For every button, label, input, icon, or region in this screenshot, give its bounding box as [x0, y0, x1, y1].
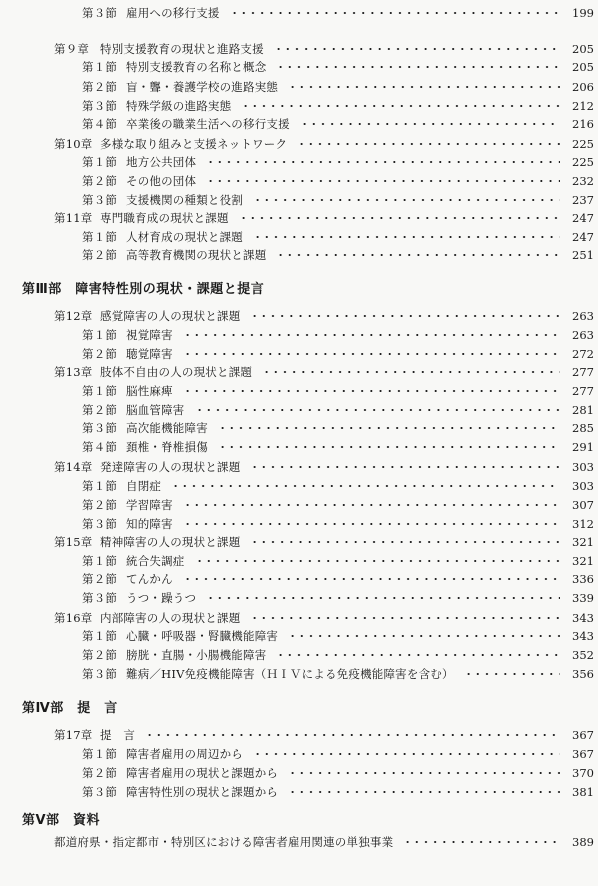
dot-leader	[288, 86, 560, 88]
toc-entry-number: 第１節	[82, 60, 118, 74]
dot-leader	[195, 409, 561, 411]
toc-section-entry[interactable]	[0, 589, 598, 607]
toc-entry-number: 第２節	[82, 80, 118, 94]
toc-page-number: 291	[572, 440, 594, 454]
toc-section-entry[interactable]	[0, 345, 598, 363]
toc-page-number: 307	[572, 498, 594, 512]
toc-section-entry[interactable]	[0, 97, 598, 115]
toc-section-entry[interactable]	[0, 477, 598, 495]
toc-page-number: 216	[572, 117, 594, 131]
dot-leader	[288, 635, 560, 637]
toc-page-number: 367	[572, 747, 594, 761]
toc-entry-number: 第15章	[54, 535, 93, 549]
toc-entry-label	[54, 40, 270, 58]
dot-leader	[297, 143, 560, 145]
toc-entry-number: 第２節	[82, 498, 118, 512]
dot-leader	[250, 617, 560, 619]
toc-entry-label	[82, 345, 179, 363]
toc-page-number: 225	[572, 155, 594, 169]
toc-section-entry[interactable]	[0, 401, 598, 419]
toc-entry-label	[82, 115, 296, 133]
toc-entry-label	[82, 552, 191, 570]
toc-page-number: 247	[572, 211, 594, 225]
toc-entry-label	[82, 589, 202, 607]
toc-entry-label	[82, 401, 191, 419]
dot-leader	[276, 254, 560, 256]
toc-entry-number: 第３節	[82, 591, 118, 605]
dot-leader	[300, 123, 560, 125]
toc-section-entry[interactable]	[0, 552, 598, 570]
toc-entry-number: 第３節	[82, 6, 118, 20]
toc-chapter-entry[interactable]	[0, 726, 598, 744]
dot-leader	[403, 841, 560, 843]
toc-page-number: 277	[572, 365, 594, 379]
toc-section-entry[interactable]	[0, 78, 598, 96]
toc-entry-label	[82, 97, 237, 115]
toc-entry-number: 第３節	[82, 517, 118, 531]
toc-entry-label	[82, 496, 179, 514]
toc-entry-label	[82, 419, 214, 437]
dot-leader	[253, 199, 560, 201]
toc-entry-label	[82, 58, 272, 76]
toc-page-number: 281	[572, 403, 594, 417]
toc-section-entry[interactable]	[0, 382, 598, 400]
toc-entry-number: 第２節	[82, 572, 118, 586]
toc-section-entry[interactable]	[0, 665, 598, 683]
toc-entry-title: 支援機関の種類と役割	[126, 193, 243, 207]
toc-page-number: 303	[572, 460, 594, 474]
dot-leader	[276, 66, 560, 68]
toc-entry-number: 第10章	[54, 137, 93, 151]
toc-entry-title: 障害者雇用の周辺から	[126, 747, 243, 761]
toc-entry-number: 第２節	[82, 174, 118, 188]
toc-page-number: 263	[572, 328, 594, 342]
toc-entry-number: 第12章	[54, 309, 93, 323]
toc-section-entry[interactable]	[0, 627, 598, 645]
dot-leader	[195, 560, 561, 562]
dot-leader	[253, 753, 560, 755]
toc-section-entry[interactable]	[0, 228, 598, 246]
toc-page-number: 343	[572, 629, 594, 643]
toc-entry-label	[54, 833, 399, 851]
toc-entry-title: 特別支援教育の名称と概念	[126, 60, 267, 74]
toc-chapter-entry[interactable]	[0, 40, 598, 58]
toc-page-number: 389	[572, 835, 594, 849]
toc-entry-label	[82, 764, 284, 782]
toc-section-entry[interactable]	[0, 246, 598, 264]
toc-entry-number: 第２節	[82, 248, 118, 262]
toc-section-entry[interactable]	[0, 153, 598, 171]
dot-leader	[145, 734, 560, 736]
toc-entry-title: 地方公共団体	[126, 155, 197, 169]
dot-leader	[230, 12, 560, 14]
toc-entry-number: 第２節	[82, 648, 118, 662]
toc-entry-label	[82, 515, 179, 533]
toc-page-number: 205	[572, 60, 594, 74]
toc-entry-label	[54, 209, 235, 227]
toc-section-entry[interactable]	[0, 783, 598, 801]
toc-entry-title: 聴覚障害	[126, 347, 173, 361]
dot-leader	[274, 48, 560, 50]
toc-page-number: 381	[572, 785, 594, 799]
toc-entry-label	[82, 246, 272, 264]
toc-entry-number: 第４節	[82, 117, 118, 131]
dot-leader	[218, 427, 560, 429]
dot-leader	[183, 334, 560, 336]
toc-entry-title: 自閉症	[126, 479, 162, 493]
toc-entry-title: 脳性麻痺	[126, 384, 173, 398]
part-heading: 第Ⅲ部 障害特性別の現状・課題と提言	[22, 282, 265, 297]
dot-leader	[206, 597, 560, 599]
dot-leader	[464, 673, 560, 675]
toc-section-entry[interactable]	[0, 326, 598, 344]
toc-entry-title: 発達障害の人の現状と課題	[100, 460, 241, 474]
dot-leader	[171, 485, 560, 487]
toc-entry-number: 第１節	[82, 747, 118, 761]
toc-page-number: 370	[572, 766, 594, 780]
dot-leader	[183, 353, 560, 355]
toc-page-number: 321	[572, 554, 594, 568]
toc-chapter-entry[interactable]	[0, 609, 598, 627]
toc-page-number: 356	[572, 667, 594, 681]
toc-entry-label	[54, 458, 246, 476]
toc-entry-label	[54, 135, 293, 153]
toc-entry-title: 精神障害の人の現状と課題	[100, 535, 241, 549]
toc-entry-number: 第９章	[54, 42, 90, 56]
toc-entry-title: 頚椎・脊椎損傷	[126, 440, 208, 454]
toc-entry-label	[54, 609, 246, 627]
dot-leader	[183, 578, 560, 580]
toc-page-number: 247	[572, 230, 594, 244]
toc-entry-title: 脳血管障害	[126, 403, 185, 417]
toc-chapter-entry[interactable]	[0, 533, 598, 551]
dot-leader	[183, 504, 560, 506]
toc-entry-title: 難病／HIV免疫機能障害（ＨＩＶによる免疫機能障害を含む）	[126, 667, 454, 681]
toc-entry-label	[82, 665, 460, 683]
toc-section-entry[interactable]	[0, 496, 598, 514]
toc-entry-title: 都道府県・指定都市・特別区における障害者雇用関連の単独事業	[54, 835, 394, 849]
toc-entry-label	[82, 745, 249, 763]
toc-entry-label	[54, 363, 258, 381]
toc-entry-title: 肢体不自由の人の現状と課題	[100, 365, 253, 379]
toc-entry-title: 特殊学級の進路実態	[126, 99, 232, 113]
dot-leader	[218, 446, 560, 448]
dot-leader	[241, 105, 560, 107]
toc-page-number: 237	[572, 193, 594, 207]
toc-entry-label	[54, 726, 141, 744]
dot-leader	[206, 161, 560, 163]
dot-leader	[183, 523, 560, 525]
dot-leader	[206, 180, 560, 182]
toc-section-entry[interactable]	[0, 438, 598, 456]
toc-entry-label	[82, 477, 167, 495]
toc-entry-label	[82, 4, 226, 22]
toc-page-number: 285	[572, 421, 594, 435]
toc-entry-number: 第１節	[82, 629, 118, 643]
toc-section-entry[interactable]	[0, 745, 598, 763]
toc-entry-title: 専門職育成の現状と課題	[100, 211, 229, 225]
toc-entry-label	[82, 783, 284, 801]
toc-page-number: 199	[572, 6, 594, 20]
toc-entry-label	[82, 646, 272, 664]
dot-leader	[250, 466, 560, 468]
toc-entry-number: 第16章	[54, 611, 93, 625]
toc-entry-title: 多様な取り組みと支援ネットワーク	[100, 137, 288, 151]
toc-entry-title: 内部障害の人の現状と課題	[100, 611, 241, 625]
toc-entry-label	[54, 307, 246, 325]
toc-section-entry[interactable]	[0, 833, 598, 851]
toc-chapter-entry[interactable]	[0, 458, 598, 476]
toc-entry-number: 第１節	[82, 328, 118, 342]
toc-entry-title: 統合失調症	[126, 554, 185, 568]
toc-entry-title: 盲・聾・養護学校の進路実態	[126, 80, 279, 94]
toc-entry-title: 提 言	[100, 728, 136, 742]
toc-page-number: 352	[572, 648, 594, 662]
toc-entry-number: 第１節	[82, 155, 118, 169]
dot-leader	[262, 371, 560, 373]
toc-entry-label	[82, 627, 284, 645]
toc-entry-title: 雇用への移行支援	[126, 6, 220, 20]
toc-page-number: 205	[572, 42, 594, 56]
toc-entry-number: 第３節	[82, 667, 118, 681]
toc-page-number: 263	[572, 309, 594, 323]
toc-entry-number: 第３節	[82, 99, 118, 113]
dot-leader	[183, 390, 560, 392]
dot-leader	[253, 236, 560, 238]
toc-page-number: 272	[572, 347, 594, 361]
toc-entry-number: 第14章	[54, 460, 93, 474]
toc-page-number: 251	[572, 248, 594, 262]
toc-entry-title: 視覚障害	[126, 328, 173, 342]
toc-entry-number: 第１節	[82, 384, 118, 398]
toc-entry-title: 高次能機能障害	[126, 421, 208, 435]
toc-entry-title: 特別支援教育の現状と進路支援	[100, 42, 264, 56]
dot-leader	[250, 541, 560, 543]
toc-section-entry[interactable]	[0, 115, 598, 133]
toc-section-entry[interactable]	[0, 570, 598, 588]
toc-entry-title: てんかん	[126, 572, 173, 586]
toc-section-entry[interactable]	[0, 191, 598, 209]
toc-entry-label	[82, 382, 179, 400]
toc-page-number: 303	[572, 479, 594, 493]
toc-entry-number: 第13章	[54, 365, 93, 379]
toc-chapter-entry[interactable]	[0, 307, 598, 325]
toc-section-entry[interactable]	[0, 646, 598, 664]
toc-page-number: 321	[572, 535, 594, 549]
toc-section-entry[interactable]	[0, 515, 598, 533]
dot-leader	[250, 315, 560, 317]
toc-section-entry[interactable]	[0, 172, 598, 190]
toc-entry-title: 知的障害	[126, 517, 173, 531]
dot-leader	[276, 654, 560, 656]
toc-page-number: 343	[572, 611, 594, 625]
toc-entry-title: 感覚障害の人の現状と課題	[100, 309, 241, 323]
toc-entry-title: 高等教育機関の現状と課題	[126, 248, 267, 262]
part-heading: 第Ⅳ部 提 言	[22, 701, 118, 716]
toc-entry-number: 第11章	[54, 211, 93, 225]
toc-entry-number: 第３節	[82, 785, 118, 799]
dot-leader	[288, 772, 560, 774]
toc-page-number: 339	[572, 591, 594, 605]
part-heading: 第Ⅴ部 資料	[22, 813, 101, 828]
toc-entry-label	[82, 153, 202, 171]
toc-entry-number: 第２節	[82, 403, 118, 417]
toc-entry-title: 膀胱・直腸・小腸機能障害	[126, 648, 267, 662]
toc-page-number: 232	[572, 174, 594, 188]
toc-section-entry[interactable]	[0, 4, 598, 22]
dot-leader	[239, 217, 560, 219]
toc-entry-number: 第３節	[82, 193, 118, 207]
toc-page-number: 336	[572, 572, 594, 586]
toc-entry-title: 卒業後の職業生活への移行支援	[126, 117, 290, 131]
toc-chapter-entry[interactable]	[0, 135, 598, 153]
toc-entry-label	[82, 172, 202, 190]
toc-entry-title: 人材育成の現状と課題	[126, 230, 243, 244]
toc-entry-label	[82, 326, 179, 344]
toc-entry-number: 第１節	[82, 479, 118, 493]
toc-section-entry[interactable]	[0, 58, 598, 76]
toc-entry-title: 障害者雇用の現状と課題から	[126, 766, 279, 780]
toc-page-number: 225	[572, 137, 594, 151]
toc-entry-number: 第４節	[82, 440, 118, 454]
toc-entry-number: 第１節	[82, 230, 118, 244]
toc-page-number: 367	[572, 728, 594, 742]
toc-entry-label	[82, 191, 249, 209]
toc-entry-label	[82, 78, 284, 96]
toc-entry-label	[82, 570, 179, 588]
toc-entry-number: 第１節	[82, 554, 118, 568]
toc-entry-label	[54, 533, 246, 551]
toc-page-number: 212	[572, 99, 594, 113]
toc-chapter-entry[interactable]	[0, 209, 598, 227]
toc-entry-number: 第３節	[82, 421, 118, 435]
toc-entry-label	[82, 228, 249, 246]
toc-entry-number: 第２節	[82, 766, 118, 780]
dot-leader	[288, 791, 560, 793]
toc-page-number: 277	[572, 384, 594, 398]
toc-section-entry[interactable]	[0, 764, 598, 782]
toc-entry-title: 心臓・呼吸器・腎臓機能障害	[126, 629, 279, 643]
toc-entry-number: 第２節	[82, 347, 118, 361]
toc-entry-title: その他の団体	[126, 174, 197, 188]
toc-entry-title: 障害特性別の現状と課題から	[126, 785, 279, 799]
toc-page-number: 206	[572, 80, 594, 94]
toc-entry-label	[82, 438, 214, 456]
toc-entry-title: うつ・躁うつ	[126, 591, 197, 605]
toc-entry-number: 第17章	[54, 728, 93, 742]
toc-page-number: 312	[572, 517, 594, 531]
toc-entry-title: 学習障害	[126, 498, 173, 512]
toc-chapter-entry[interactable]	[0, 363, 598, 381]
toc-section-entry[interactable]	[0, 419, 598, 437]
